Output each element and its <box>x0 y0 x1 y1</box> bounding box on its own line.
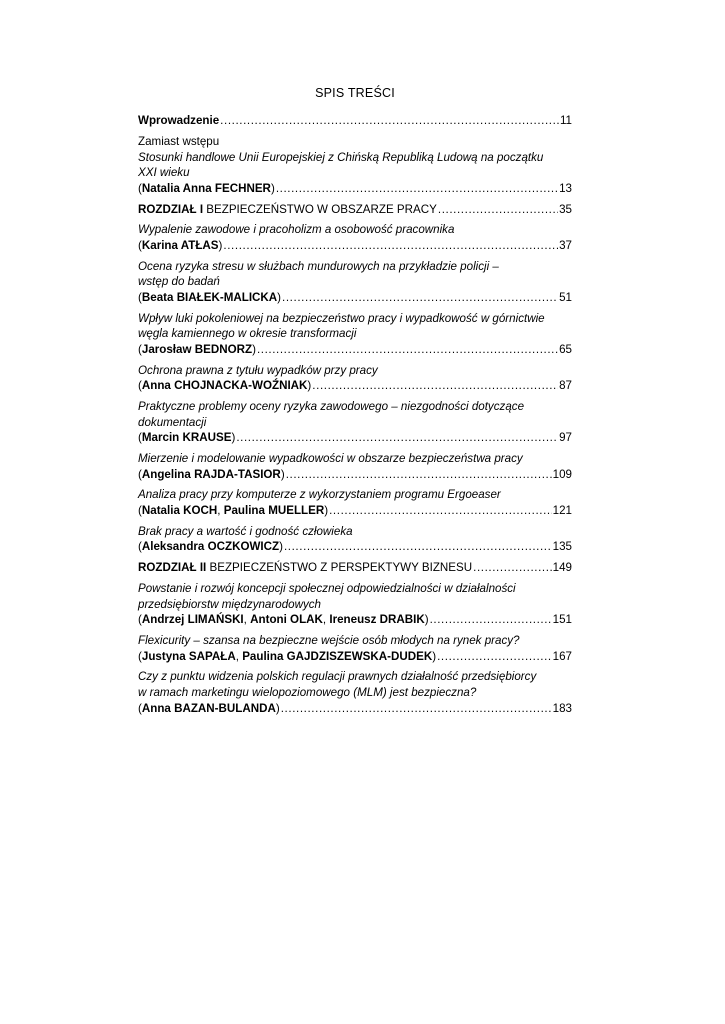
author-first-name: Paulina <box>223 504 269 518</box>
page-number: 97 <box>559 431 572 445</box>
author-first-name: Anna <box>141 701 175 715</box>
entry-title-line: przedsiębiorstw międzynarodowych <box>138 597 322 611</box>
entry-authors: (Angelina RAJDA-TASIOR) <box>138 467 285 481</box>
toc-title: SPIS TREŚCI <box>315 86 395 100</box>
entry-title-line: Ochrona prawna z tytułu wypadków przy pracy <box>138 363 378 377</box>
dot-leader <box>281 701 552 717</box>
author-surname: KOCH <box>183 504 218 518</box>
toc-leader-row <box>138 378 572 394</box>
toc-entry <box>138 311 572 358</box>
dot-leader <box>223 238 558 254</box>
entry-authors: (Karina ATŁAS) <box>138 239 223 253</box>
entry-title-line: dokumentacji <box>138 415 207 429</box>
entry-authors: (Anna CHOJNACKA-WOŹNIAK) <box>138 379 312 393</box>
page-number: 11 <box>559 114 572 127</box>
heading-text-part: BEZPIECZEŃSTWO W OBSZARZE PRACY <box>203 202 437 216</box>
author-name <box>142 540 279 553</box>
author-first-name: Marcin <box>141 431 183 445</box>
entry-title-line: XXI wieku <box>138 166 190 180</box>
author-name <box>142 239 219 252</box>
entry-title-line: Praktyczne problemy oceny ryzyka zawodowego – niezgodności dotyczące <box>138 400 525 414</box>
toc-entry <box>138 669 572 716</box>
author-surname: CHOJNACKA-WOŹNIAK <box>174 379 308 393</box>
toc-entry <box>138 113 572 129</box>
page-number: 121 <box>552 504 572 518</box>
author-name <box>250 613 323 626</box>
entry-heading <box>138 560 472 576</box>
author-surname: BAZAN-BULANDA <box>174 701 276 715</box>
toc-entry <box>138 202 572 218</box>
entry-authors: (Justyna SAPAŁA, Paulina GAJDZISZEWSKA-DUDEK) <box>138 649 437 663</box>
author-name <box>142 650 236 663</box>
dot-leader <box>430 612 552 628</box>
dot-leader <box>286 467 552 483</box>
author-surname: GAJDZISZEWSKA-DUDEK <box>286 649 433 663</box>
page-number: 51 <box>559 291 572 304</box>
entry-authors: (Jarosław BEDNORZ) <box>138 342 256 356</box>
toc-leader-row <box>138 560 572 576</box>
entry-title-line: w ramach marketingu wielopoziomowego (MLM) jest bezpieczna? <box>138 685 477 699</box>
entry-title-line: Brak pracy a wartość i godność człowieka <box>138 524 353 538</box>
author-name <box>142 504 217 517</box>
author-first-name: Jarosław <box>141 342 195 356</box>
dot-leader <box>220 113 559 129</box>
entry-title-line: Wpływ luki pokoleniowej na bezpieczeństwo pracy i wypadkowość w górnictwie <box>138 311 545 325</box>
page-number: 87 <box>559 379 572 393</box>
toc-leader-row <box>138 467 572 483</box>
author-surname: BEDNORZ <box>194 342 253 356</box>
author-name <box>242 650 432 663</box>
author-name <box>329 613 424 626</box>
page-number: 183 <box>552 701 572 715</box>
author-surname: FECHNER <box>214 181 271 195</box>
dot-leader <box>284 539 552 555</box>
author-surname: OLAK <box>290 613 323 627</box>
entry-title-line: Mierzenie i modelowanie wypadkowości w obszarze bezpieczeństwa pracy <box>138 452 523 466</box>
entry-title-line: wstęp do badań <box>138 275 220 289</box>
dot-leader <box>437 649 552 665</box>
toc-entry <box>138 560 572 576</box>
heading-bold-part: Wprowadzenie <box>138 114 220 127</box>
author-surname: RAJDA-TASIOR <box>194 467 281 481</box>
toc-leader-row <box>138 539 572 555</box>
entry-heading-line: Zamiast wstępu <box>138 135 220 149</box>
page-number: 135 <box>552 540 572 554</box>
toc-leader-row <box>138 612 572 628</box>
toc-entry <box>138 363 572 394</box>
author-surname: MUELLER <box>268 504 325 518</box>
toc-entry <box>138 524 572 555</box>
toc-entry <box>138 633 572 664</box>
heading-bold-part: ROZDZIAŁ II <box>138 561 207 575</box>
dot-leader <box>312 378 558 394</box>
toc-leader-row <box>138 701 572 717</box>
toc-leader-row <box>138 290 572 306</box>
author-first-name: Andrzej <box>141 613 188 627</box>
entry-authors: (Natalia KOCH, Paulina MUELLER) <box>138 504 329 518</box>
heading-bold-part: ROZDZIAŁ I <box>138 202 204 216</box>
toc-entry <box>138 487 572 518</box>
dot-leader <box>236 430 558 446</box>
entry-title-line: Stosunki handlowe Unii Europejskiej z Chińską Republiką Ludową na początku <box>138 150 544 164</box>
toc-leader-row <box>138 649 572 665</box>
toc-leader-row <box>138 503 572 519</box>
toc-leader-row <box>138 342 572 358</box>
table-of-contents <box>138 113 572 721</box>
author-surname: BIAŁEK-MALICKA <box>176 291 278 304</box>
author-first-name: Ireneusz <box>329 613 380 627</box>
author-first-name: Beata <box>141 291 177 304</box>
entry-authors: (Natalia Anna FECHNER) <box>138 181 275 195</box>
author-first-name: Anna <box>141 379 175 393</box>
author-surname: ATŁAS <box>180 239 219 253</box>
toc-leader-row <box>138 238 572 254</box>
page-number: 37 <box>559 239 572 253</box>
author-surname: DRABIK <box>379 613 425 627</box>
page-number: 13 <box>559 181 572 195</box>
page-number: 35 <box>559 202 572 216</box>
entry-authors: (Marcin KRAUSE) <box>138 431 236 445</box>
page-number: 109 <box>552 467 572 481</box>
entry-heading <box>138 113 219 129</box>
dot-leader <box>329 503 552 519</box>
toc-entry <box>138 451 572 482</box>
author-surname: SAPAŁA <box>188 649 236 663</box>
toc-entry <box>138 134 572 196</box>
author-first-name: Paulina <box>242 649 287 663</box>
author-name <box>142 431 232 444</box>
author-surname: OCZKOWICZ <box>207 540 280 554</box>
page-number: 149 <box>552 561 572 575</box>
toc-entry <box>138 399 572 446</box>
author-first-name: Angelina <box>141 467 195 481</box>
entry-heading <box>138 202 437 218</box>
author-first-name: Aleksandra <box>141 540 208 554</box>
toc-leader-row <box>138 202 572 218</box>
dot-leader <box>257 342 558 358</box>
entry-authors: (Aleksandra OCZKOWICZ) <box>138 540 283 554</box>
author-name <box>142 343 252 356</box>
entry-title-line: Powstanie i rozwój koncepcji społecznej odpowiedzialności w działalności <box>138 582 516 595</box>
entry-title-line: Analiza pracy przy komputerze z wykorzystaniem programu Ergoeaser <box>138 488 501 502</box>
dot-leader <box>438 202 558 218</box>
author-name <box>142 702 276 715</box>
entry-authors: (Anna BAZAN-BULANDA) <box>138 701 280 715</box>
dot-leader <box>282 290 558 306</box>
author-surname: KRAUSE <box>182 431 232 445</box>
author-surname: LIMAŃSKI <box>187 613 244 627</box>
toc-leader-row <box>138 181 572 197</box>
author-first-name: Antoni <box>250 613 291 627</box>
entry-authors: (Beata BIAŁEK-MALICKA) <box>138 291 282 304</box>
toc-entry <box>138 581 572 628</box>
author-name <box>142 613 244 626</box>
dot-leader <box>276 181 558 197</box>
page-number: 167 <box>552 649 572 663</box>
dot-leader <box>473 560 552 576</box>
toc-leader-row <box>138 113 572 129</box>
author-name <box>142 379 308 392</box>
entry-title-line: Ocena ryzyka stresu w służbach mundurowych na przykładzie policji – <box>138 259 499 273</box>
toc-leader-row <box>138 430 572 446</box>
entry-title-line: węgla kamiennego w okresie transformacji <box>138 327 357 341</box>
author-name <box>142 291 277 304</box>
entry-title-line: Czy z punktu widzenia polskich regulacji prawnych działalność przedsiębiorcy <box>138 670 537 684</box>
heading-text-part: BEZPIECZEŃSTWO Z PERSPEKTYWY BIZNESU <box>206 561 473 575</box>
author-first-name: Karina <box>141 239 181 253</box>
author-name <box>142 468 281 481</box>
author-name <box>142 182 271 195</box>
author-first-name: Natalia Anna <box>141 181 215 195</box>
entry-authors: (Andrzej LIMAŃSKI, Antoni OLAK, Ireneusz DRABIK) <box>138 613 429 627</box>
entry-title-line: Wypalenie zawodowe i pracoholizm a osobowość pracownika <box>138 223 455 237</box>
author-first-name: Justyna <box>141 649 189 663</box>
page-number: 65 <box>559 342 572 356</box>
toc-entry <box>138 259 572 306</box>
page-number: 151 <box>552 613 572 627</box>
author-first-name: Natalia <box>141 504 184 518</box>
entry-title-line: Flexicurity – szansa na bezpieczne wejście osób młodych na rynek pracy? <box>138 633 520 647</box>
toc-entry <box>138 222 572 253</box>
author-name <box>224 504 325 517</box>
